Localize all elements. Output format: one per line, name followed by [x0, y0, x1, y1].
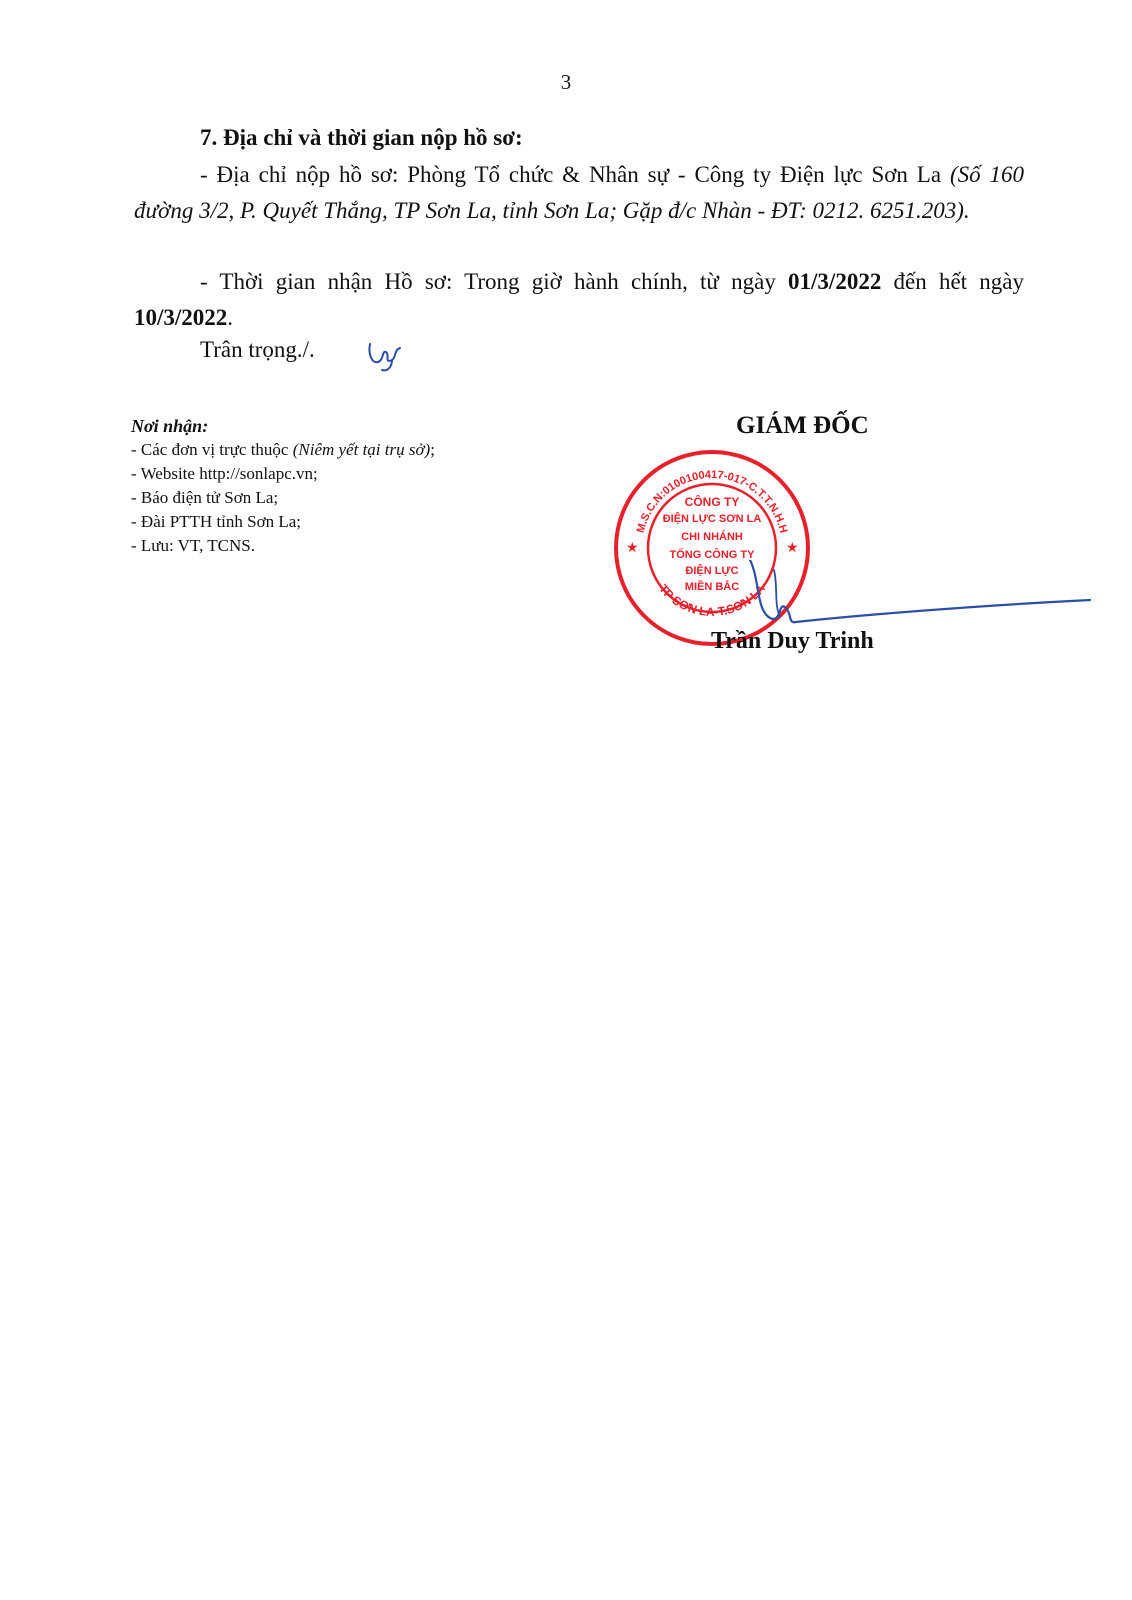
- recipient-item: - Báo điện tử Sơn La;: [131, 488, 279, 507]
- recipient-item: - Lưu: VT, TCNS.: [131, 536, 255, 555]
- svg-text:M.S.C.N:0100100417-017-C.T.T.N: M.S.C.N:0100100417-017-C.T.T.N.H.H: [634, 468, 790, 535]
- section-title: 7. Địa chỉ và thời gian nộp hồ sơ:: [200, 125, 523, 150]
- svg-text:MIỀN BẮC: MIỀN BẮC: [684, 581, 740, 593]
- svg-text:CÔNG TY: CÔNG TY: [684, 495, 740, 509]
- address-detail: (Số 160 đường 3/2, P. Quyết Thắng, TP Sơn La, tỉnh Sơn La; Gặp đ/c Nhàn - ĐT: 0212. 6251.203).: [134, 162, 1025, 223]
- address-paragraph: [134, 157, 1024, 229]
- time-paragraph: [134, 264, 1024, 336]
- svg-text:★: ★: [626, 539, 639, 555]
- time-prefix: - Thời gian nhận Hồ sơ: Trong giờ hành chính, từ ngày: [200, 269, 776, 294]
- recipients-title: Nơi nhận:: [131, 416, 209, 436]
- svg-text:TỔNG CÔNG TY: TỔNG CÔNG TY: [669, 549, 755, 561]
- time-start: 01/3/2022: [788, 269, 882, 294]
- svg-text:ĐIỆN LỰC SƠN LA: ĐIỆN LỰC SƠN LA: [662, 513, 762, 525]
- time-end: 10/3/2022: [134, 305, 228, 330]
- recipients-block: [131, 414, 435, 558]
- page-number: 3: [560, 70, 572, 94]
- recipient-item1-prefix: - Các đơn vị trực thuộc: [131, 440, 289, 459]
- svg-text:CHI NHÁNH: CHI NHÁNH: [681, 531, 743, 543]
- initials-signature-icon: [366, 338, 406, 374]
- signer-title: GIÁM ĐỐC: [736, 412, 869, 439]
- svg-text:ĐIỆN LỰC: ĐIỆN LỰC: [685, 565, 739, 577]
- recipient-item1-suffix: ;: [430, 440, 435, 459]
- recipient-item: [131, 438, 435, 462]
- time-middle: đến hết ngày: [893, 269, 1024, 294]
- recipient-item: - Website http://sonlapc.vn;: [131, 464, 318, 483]
- address-main: - Địa chỉ nộp hồ sơ: Phòng Tổ chức & Nhân sự - Công ty Điện lực Sơn La: [200, 162, 942, 187]
- signer-name: Trần Duy Trinh: [711, 628, 874, 654]
- recipient-item1-note: (Niêm yết tại trụ sở): [292, 440, 431, 459]
- svg-text:★: ★: [786, 539, 799, 555]
- time-suffix: .: [227, 305, 234, 330]
- recipient-item: - Đài PTTH tỉnh Sơn La;: [131, 512, 301, 531]
- svg-text:TP SƠN LA-T.SƠN LA: TP SƠN LA-T.SƠN LA: [656, 581, 768, 619]
- closing-text: Trân trọng./.: [200, 337, 315, 362]
